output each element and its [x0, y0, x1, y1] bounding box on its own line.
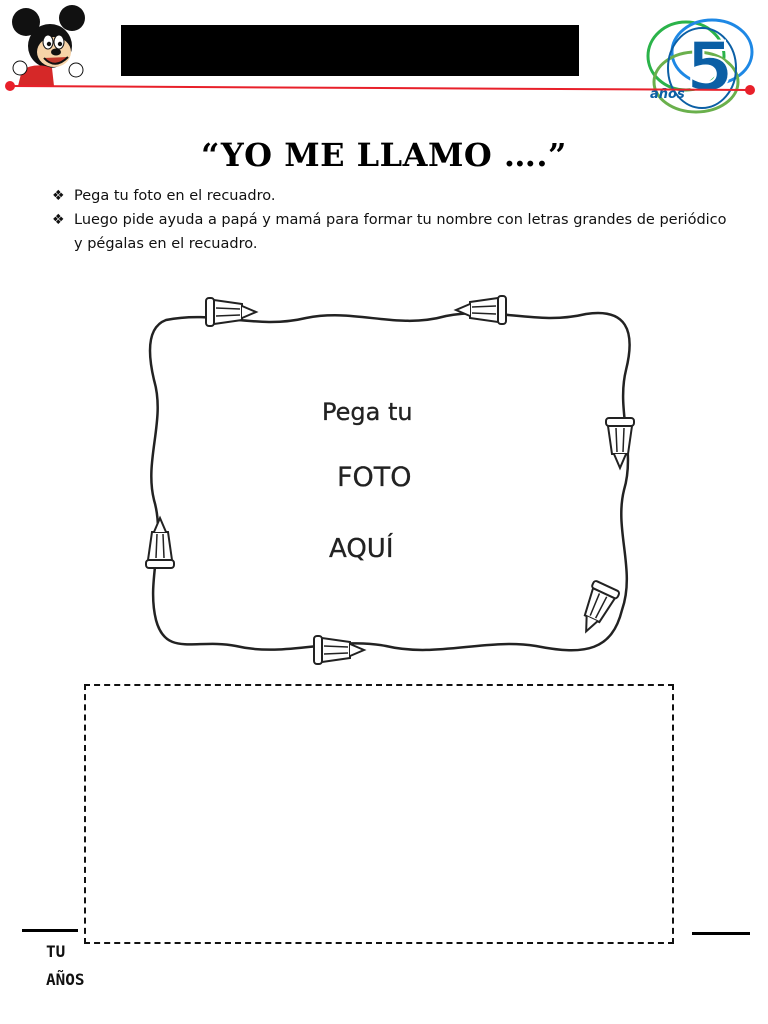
instruction-item — [52, 208, 732, 256]
mickey-mouse-icon — [6, 4, 90, 86]
instruction-text: Pega tu foto en el recuadro. — [74, 188, 276, 204]
lantern-icon — [314, 636, 364, 664]
bottom-line-right — [692, 932, 750, 935]
instruction-item — [52, 184, 732, 208]
lantern-icon — [456, 296, 506, 324]
bottom-line-left — [22, 929, 78, 932]
instruction-text: Luego pide ayuda a papá y mamá para formar tu nombre con letras grandes de periódico y pégalas en el recuadro. — [74, 212, 727, 252]
frame-text-pega-tu: Pega tu — [322, 398, 413, 426]
name-paste-box[interactable] — [84, 684, 674, 944]
bottom-label-anos: AÑOS — [46, 970, 85, 989]
diamond-bullet-icon: ❖ — [52, 188, 65, 204]
lantern-icon — [146, 518, 174, 568]
diamond-bullet-icon: ❖ — [52, 212, 65, 228]
red-divider-line — [0, 78, 768, 98]
bottom-label-tu: TU — [46, 942, 66, 961]
page-title: “YO ME LLAMO ….” — [201, 136, 567, 174]
header-title-bar — [121, 25, 579, 76]
lantern-icon — [606, 418, 634, 468]
logo-number: 5 — [686, 28, 734, 107]
lantern-icon — [573, 580, 620, 637]
instructions-list — [52, 184, 732, 256]
logo-subtext: años — [650, 87, 685, 102]
five-years-logo-icon — [636, 12, 762, 116]
frame-text-foto: FOTO — [337, 462, 412, 493]
frame-text-aqui: AQUÍ — [329, 534, 394, 564]
